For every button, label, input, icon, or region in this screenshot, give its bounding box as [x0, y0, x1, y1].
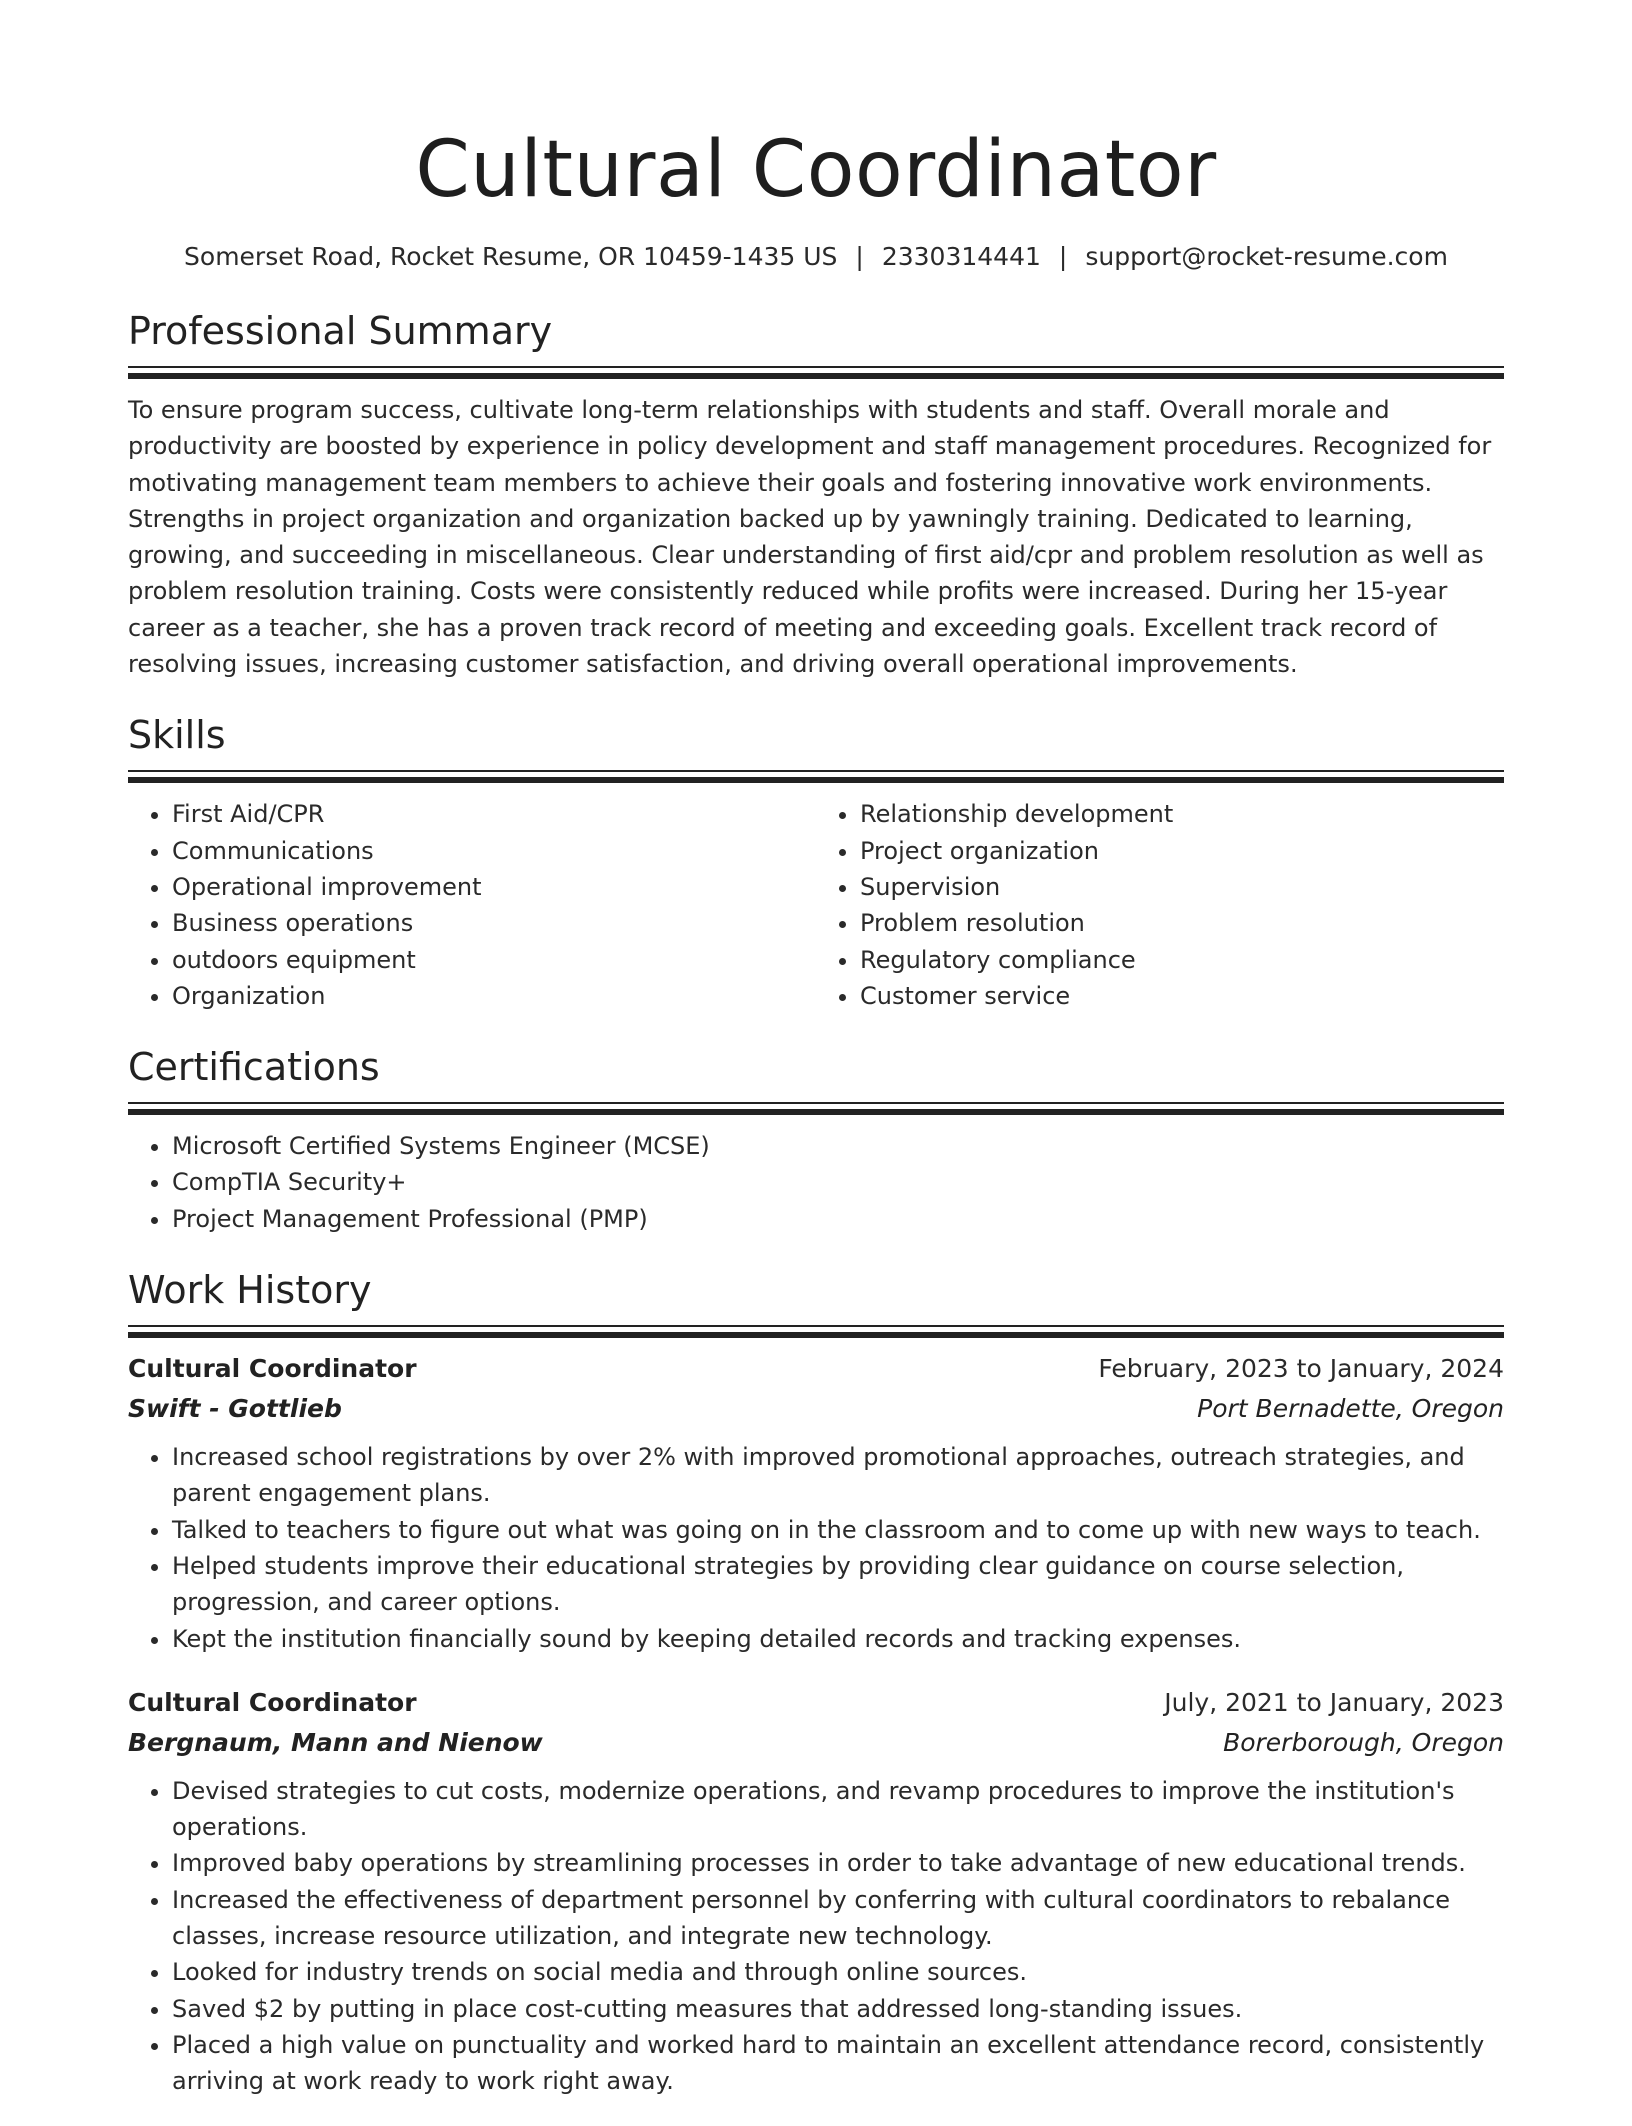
skills-section	[128, 710, 1504, 1014]
job-entry	[128, 1349, 1504, 1657]
section-title-skills: Skills	[128, 713, 226, 758]
certification-item: • CompTIA Security+	[172, 1164, 1504, 1200]
skills-grid	[128, 796, 1504, 1014]
summary-section	[128, 306, 1504, 682]
skill-item: • Business operations	[172, 905, 816, 941]
job-bullet: • Helped students improve their educational strategies by providing clear guidance on course selection, progression, and career options.	[172, 1548, 1504, 1621]
job-bullet: • Devised strategies to cut costs, modernize operations, and revamp procedures to improve the institution's operations.	[172, 1773, 1504, 1846]
job-entry	[128, 1683, 1504, 2100]
contact-phone: 2330314441	[881, 242, 1041, 271]
job-bullet: • Improved baby operations by streamlining processes in order to take advantage of new educational trends.	[172, 1845, 1504, 1881]
section-divider	[128, 366, 1504, 378]
skill-item: • First Aid/CPR	[172, 796, 816, 832]
certifications-list	[128, 1128, 1504, 1237]
job-bullet: • Talked to teachers to figure out what was going on in the classroom and to come up with new ways to teach.	[172, 1512, 1504, 1548]
skill-item: • Regulatory compliance	[860, 942, 1504, 978]
job-bullet: • Increased school registrations by over 2% with improved promotional approaches, outreach strategies, and parent engagement plans.	[172, 1439, 1504, 1512]
skill-item: • Relationship development	[860, 796, 1504, 832]
job-bullet: • Increased the effectiveness of department personnel by conferring with cultural coordinators to rebalance classes, increase resource utilization, and integrate new technology.	[172, 1882, 1504, 1955]
job-subheader	[128, 1389, 1504, 1429]
resume-name: Cultural Coordinator	[415, 125, 1217, 215]
job-bullet: • Kept the institution financially sound by keeping detailed records and tracking expenses.	[172, 1621, 1504, 1657]
contact-separator: |	[855, 242, 864, 271]
job-bullets	[128, 1773, 1504, 2100]
contact-address: Somerset Road, Rocket Resume, OR 10459-1435 US	[184, 242, 838, 271]
skill-item: • Organization	[172, 978, 816, 1014]
job-bullet: • Placed a high value on punctuality and worked hard to maintain an excellent attendance record, consistently arriving at work ready to work right away.	[172, 2027, 1504, 2100]
job-title: Cultural Coordinator	[128, 1687, 417, 1717]
job-subheader	[128, 1723, 1504, 1763]
skill-item: • Problem resolution	[860, 905, 1504, 941]
certification-item: • Microsoft Certified Systems Engineer (MCSE)	[172, 1128, 1504, 1164]
skills-list-right	[816, 796, 1504, 1014]
section-divider	[128, 770, 1504, 782]
job-location: Borerborough, Oregon	[1223, 1727, 1504, 1757]
contact-line	[128, 240, 1504, 274]
skill-item: • Customer service	[860, 978, 1504, 1014]
skills-list-left	[128, 796, 816, 1014]
work-history-section	[128, 1265, 1504, 2099]
skill-item: • Supervision	[860, 869, 1504, 905]
job-bullets	[128, 1439, 1504, 1657]
job-header	[128, 1349, 1504, 1389]
skill-item: • Project organization	[860, 833, 1504, 869]
section-divider	[128, 1325, 1504, 1337]
resume-page	[128, 0, 1504, 2126]
contact-separator: |	[1058, 242, 1068, 271]
contact-email: support@rocket-resume.com	[1085, 242, 1448, 271]
job-bullet: • Saved $2 by putting in place cost-cutting measures that addressed long-standing issues.	[172, 1991, 1504, 2027]
skill-item: • outdoors equipment	[172, 942, 816, 978]
job-bullet: • Looked for industry trends on social media and through online sources.	[172, 1954, 1504, 1990]
section-divider	[128, 1102, 1504, 1114]
skill-item: • Operational improvement	[172, 869, 816, 905]
section-title-certifications: Certifications	[128, 1045, 380, 1090]
job-dates: July, 2021 to January, 2023	[1164, 1687, 1504, 1717]
job-company: Swift - Gottlieb	[128, 1394, 342, 1424]
section-title-work-history: Work History	[128, 1268, 372, 1313]
section-title-summary: Professional Summary	[128, 309, 553, 353]
skill-item: • Communications	[172, 833, 816, 869]
job-location: Port Bernadette, Oregon	[1197, 1394, 1504, 1424]
job-company: Bergnaum, Mann and Nienow	[128, 1727, 543, 1757]
certifications-section	[128, 1042, 1504, 1237]
job-header	[128, 1683, 1504, 1723]
certification-item: • Project Management Professional (PMP)	[172, 1201, 1504, 1237]
summary-text: To ensure program success, cultivate long-term relationships with students and staff. Overall morale and productivity are boosted by experience in policy development and staff management procedures. Recognized for motivating management team members to achieve their goals and fostering innovative work environments. Strengths in project organization and organization backed up by yawningly training. Dedicated to learning, growing, and succeeding in miscellaneous. Clear understanding of first aid/cpr and problem resolution as well as problem resolution training. Costs were consistently reduced while profits were increased. During her 15-year career as a teacher, she has a proven track record of meeting and exceeding goals. Excellent track record of resolving issues, increasing customer satisfaction, and driving overall operational improvements.	[128, 396, 1492, 679]
job-dates: February, 2023 to January, 2024	[1098, 1354, 1504, 1384]
job-title: Cultural Coordinator	[128, 1354, 417, 1384]
